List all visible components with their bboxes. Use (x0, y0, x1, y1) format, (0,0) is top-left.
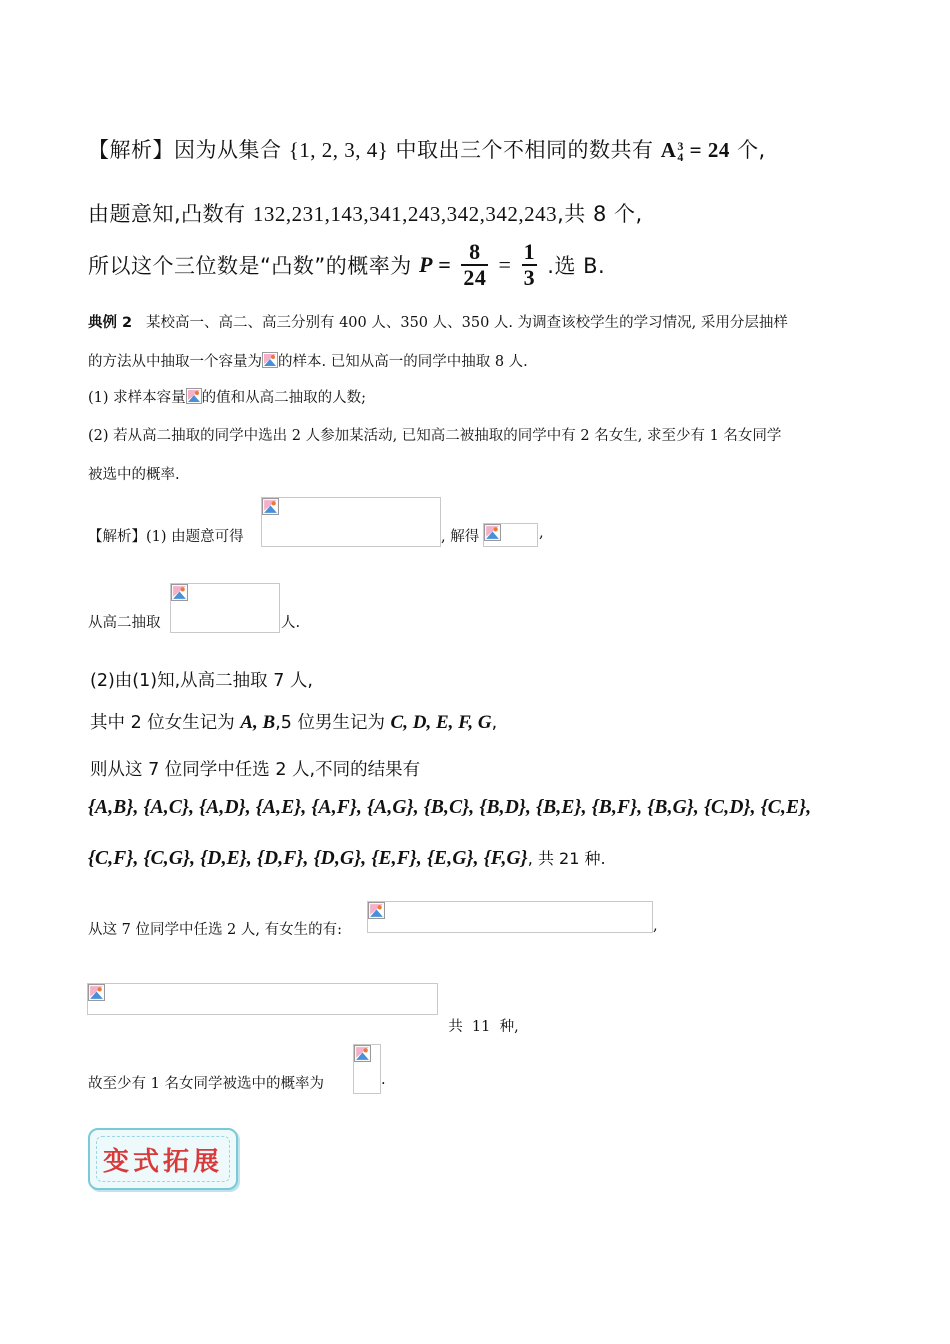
count-line (439, 999, 519, 1036)
broken-image-icon (186, 388, 202, 404)
fraction2-numerator: 1 (523, 239, 536, 264)
question2-text-b: 被选中的概率. (88, 467, 180, 483)
solution1-line2 (88, 198, 643, 228)
fraction2-denominator: 3 (523, 265, 536, 290)
formula-image-6 (353, 1044, 381, 1094)
formula-image-5 (87, 983, 438, 1015)
broken-image-icon (262, 352, 278, 368)
probability-end: . (381, 1072, 386, 1088)
question1 (88, 386, 366, 407)
part2-line3 (90, 756, 420, 781)
probability-label: P = (418, 252, 452, 277)
perm-letter: A (660, 138, 677, 162)
solution1-line3-prefix: 所以这个三位数是“凸数”的概率为 (88, 254, 412, 278)
outcome-sets-line2 (88, 846, 606, 870)
perm-sub: 4 (677, 150, 684, 165)
solution2-s1b: , 解得 (441, 529, 480, 545)
fraction-8-24 (461, 240, 488, 290)
solution1-line2-prefix: 由题意知,凸数有 (88, 202, 246, 226)
boys-labels: C, D, E, F, G (390, 712, 492, 733)
solution1-line1 (88, 134, 766, 164)
fraction-1-3 (522, 240, 538, 290)
probability-text: 故至少有 1 名女同学被选中的概率为 (88, 1076, 324, 1092)
question1-text-b: 的值和从高二抽取的人数; (201, 390, 367, 406)
solution2-s1c: , (539, 525, 544, 541)
variant-extension-badge (88, 1128, 238, 1190)
outcome-sets-2: {C,F}, {C,G}, {D,E}, {D,F}, {D,G}, {E,F}, {E,G}, {F,G} (88, 848, 528, 869)
fraction1-numerator: 8 (461, 240, 488, 266)
broken-image-icon (368, 902, 385, 919)
outcome-sets-1: {A,B}, {A,C}, {A,D}, {A,E}, {A,F}, {A,G}, {B,C}, {B,D}, {B,E}, {B,F}, {B,G}, {C,D}, {C,E}, (88, 797, 812, 818)
part2-line2 (90, 709, 497, 734)
convex-numbers-list: 132,231,143,341,243,342,342,243 (252, 202, 558, 226)
girls-line-b (653, 918, 658, 934)
question2-line2 (88, 463, 180, 484)
question2-text-a: (2) 若从高二抽取的同学中选出 2 人参加某活动, 已知高二被抽取的同学中有 2 名女生, 求至少有 1 名女同学 (88, 428, 782, 444)
example2-text1: 某校高一、高二、高三分别有 400 人、350 人、350 人. 为调查该校学生的学习情况, 采用分层抽样 (145, 315, 788, 331)
girls-text-a: 从这 7 位同学中任选 2 人, 有女生的有: (88, 922, 342, 938)
part2-line2b: ,5 位男生记为 (275, 713, 385, 733)
perm-sup: 3 (677, 139, 684, 154)
outcome-total: , 共 21 种. (527, 849, 606, 868)
outcome-sets-line1 (88, 797, 811, 819)
broken-image-icon (262, 498, 279, 515)
girls-line-a (88, 918, 342, 939)
solution1-line1-prefix: 【解析】因为从集合 (88, 138, 282, 162)
solution1-line1-mid: 中取出三个不相同的数共有 (395, 138, 654, 162)
fraction1-denominator: 24 (463, 265, 487, 290)
example2-text2b: 的样本. 已知从高一的同学中抽取 8 人. (278, 354, 528, 370)
probability-line-b (381, 1072, 386, 1088)
girls-text-b: , (653, 918, 658, 934)
formula-image-2 (483, 523, 538, 547)
solution1-line3-suffix: .选 B. (547, 254, 606, 278)
solution2-s1a: 【解析】(1) 由题意可得 (88, 529, 244, 545)
example2-text2a: 的方法从中抽取一个容量为 (88, 354, 262, 370)
part2-line1 (90, 667, 313, 692)
probability-line-a (88, 1072, 324, 1093)
solution2-line1-a (88, 525, 244, 546)
solution1-line3 (88, 240, 605, 290)
formula-image-3 (170, 583, 280, 633)
solution2-s2b: 人. (281, 615, 301, 631)
broken-image-icon (484, 524, 501, 541)
part2-line2a: 其中 2 位女生记为 (90, 713, 235, 733)
broken-image-icon (354, 1045, 371, 1062)
part2-line3-text: 则从这 7 位同学中任选 2 人,不同的结果有 (90, 760, 421, 780)
perm-value: = 24 (689, 138, 730, 162)
formula-image-1 (261, 497, 441, 547)
solution1-line2-suffix: ,共 8 个, (557, 202, 643, 226)
badge-text: 变式拓展 (96, 1136, 230, 1182)
equals-sign: = (498, 252, 512, 277)
formula-image-4 (367, 901, 653, 933)
broken-image-icon (88, 984, 105, 1001)
question2-line1 (88, 424, 781, 445)
broken-image-icon (171, 584, 188, 601)
example2-line1 (88, 311, 788, 332)
solution2-line2-b (281, 611, 300, 632)
solution2-line1-c (539, 525, 544, 541)
girls-labels: A, B (240, 712, 276, 733)
example2-line2 (88, 350, 528, 371)
solution2-line1-b (441, 525, 479, 546)
example2-label: 典例 2 (88, 315, 133, 331)
solution1-set: {1, 2, 3, 4} (288, 138, 389, 162)
permutation-symbol (660, 138, 730, 165)
solution2-s2a: 从高二抽取 (88, 615, 161, 631)
count-text: 共 11 种, (448, 1019, 519, 1035)
question1-text-a: (1) 求样本容量 (88, 390, 186, 406)
solution2-line2-a (88, 611, 161, 632)
solution1-line1-suffix: 个, (737, 138, 766, 162)
part2-line1-text: (2)由(1)知,从高二抽取 7 人, (90, 671, 313, 691)
part2-line2c: , (491, 713, 498, 733)
